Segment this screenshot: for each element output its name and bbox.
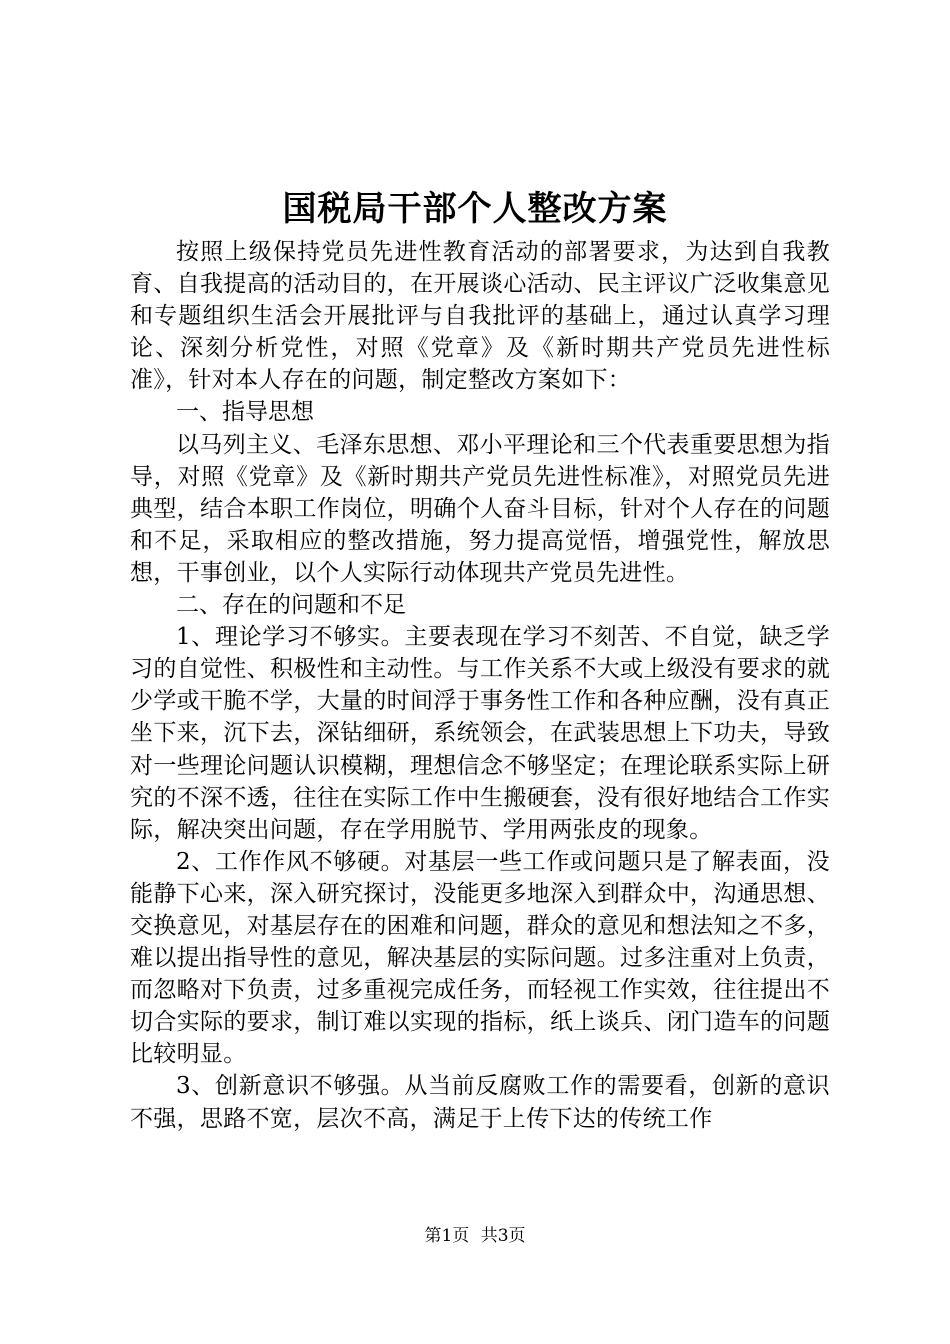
page-footer bbox=[0, 1225, 950, 1247]
section-heading-guiding-thought: 一、指导思想 bbox=[176, 399, 314, 426]
intro-paragraph: 按照上级保持党员先进性教育活动的部署要求，为达到自我教育、自我提高的活动目的，在开展谈心活动、民主评议广泛收集意见和专题组织生活会开展批评与自我批评的基础上，通过认真学习理论、深刻分析党性，对照《党章》及《新时期共产党员先进性标准》，针对本人存在的问题，制定整改方案如下： bbox=[130, 239, 830, 394]
guiding-thought-paragraph: 以马列主义、毛泽东思想、邓小平理论和三个代表重要思想为指导，对照《党章》及《新时期共产党员先进性标准》，对照党员先进典型，结合本职工作岗位，明确个人奋斗目标，针对个人存在的问题和不足，采取相应的整改措施，努力提高觉悟，增强党性，解放思想，干事创业，以个人实际行动体现共产党员先进性。 bbox=[130, 431, 830, 586]
document-title: 国税局干部个人整改方案 bbox=[282, 189, 668, 229]
page-total: 共3页 bbox=[480, 1226, 526, 1246]
page-number: 第1页 bbox=[424, 1226, 470, 1246]
problem-item-1: 1、理论学习不够实。主要表现在学习不刻苦、不自觉，缺乏学习的自觉性、积极性和主动性。与工作关系不大或上级没有要求的就少学或干脆不学，大量的时间浮于事务性工作和各种应酬，没有真正坐下来，沉下去，深钻细研，系统领会，在武装思想上下功夫，导致对一些理论问题认识模糊，理想信念不够坚定；在理论联系实际上研究的不深不透，往往在实际工作中生搬硬套，没有很好地结合工作实际，解决突出问题，存在学用脱节、学用两张皮的现象。 bbox=[130, 624, 830, 843]
section-heading-problems: 二、存在的问题和不足 bbox=[176, 592, 406, 619]
document-body bbox=[130, 236, 830, 1135]
problem-item-2: 2、工作作风不够硬。对基层一些工作或问题只是了解表面，没能静下心来，深入研究探讨，没能更多地深入到群众中，沟通思想、交换意见，对基层存在的困难和问题，群众的意见和想法知之不多，难以提出指导性的意见，解决基层的实际问题。过多注重对上负责，而忽略对下负责，过多重视完成任务，而轻视工作实效，往往提出不切合实际的要求，制订难以实现的指标，纸上谈兵、闭门造车的问题比较明显。 bbox=[130, 848, 830, 1068]
problem-item-3: 3、创新意识不够强。从当前反腐败工作的需要看，创新的意识不强，思路不宽，层次不高，满足于上传下达的传统工作 bbox=[130, 1073, 830, 1132]
